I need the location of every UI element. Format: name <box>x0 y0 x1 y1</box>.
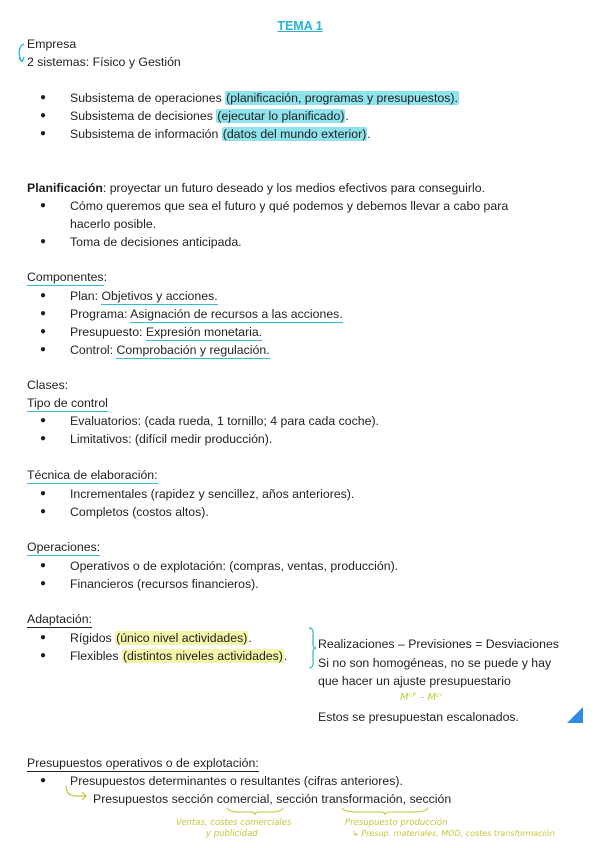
tipo-control-heading: Tipo de control <box>27 396 108 410</box>
tecnica-item: Incrementales (rapidez y sencillez, años anteriores). <box>70 487 355 501</box>
presupuestos-operativos-heading: Presupuestos operativos o de explotación: <box>27 756 259 770</box>
corner-triangle-icon <box>566 706 584 724</box>
operaciones-heading: Operaciones: <box>27 540 101 554</box>
desviaciones-formula: Realizaciones – Previsiones = Desviaciones <box>318 637 559 651</box>
tecnica-heading: Técnica de elaboración: <box>27 468 158 482</box>
note-comercial: Ventas, costes comerciales <box>176 818 292 828</box>
arrow-icon <box>62 784 88 802</box>
tecnica-item: Completos (costos altos). <box>70 505 209 519</box>
ajuste-text-cont: que hacer un ajuste presupuestario <box>318 674 511 688</box>
note-transformacion-cont: ↳ Presup. materiales, MOD, costes transformación <box>352 829 555 838</box>
adaptacion-heading: Adaptación: <box>27 612 92 626</box>
page-title: TEMA 1 <box>277 19 323 33</box>
clases-heading: Clases: <box>27 378 69 392</box>
componente-programa: Programa: Asignación de recursos a las acciones. <box>70 307 343 321</box>
planificacion-item: Cómo queremos que sea el futuro y qué podemos y debemos llevar a cabo para <box>70 199 509 213</box>
ajuste-text: Si no son homogéneas, no se puede y hay <box>318 656 552 670</box>
note-comercial-cont: y publicidad <box>206 829 258 839</box>
subsistema-informacion: Subsistema de información (datos del mundo exterior). <box>70 127 371 141</box>
adaptacion-rigidos: Rígidos (único nivel actividades). <box>70 631 252 645</box>
brace-icon <box>306 626 318 670</box>
tipo-control-item: Evaluatorios: (cada rueda, 1 tornillo; 4 para cada coche). <box>70 414 379 428</box>
operaciones-item: Financieros (recursos financieros). <box>70 577 259 591</box>
componente-plan: Plan: Objetivos y acciones. <box>70 289 218 303</box>
adaptacion-flexibles: Flexibles (distintos niveles actividades). <box>70 649 288 663</box>
sistemas-text: 2 sistemas: Físico y Gestión <box>27 55 181 69</box>
presupuestos-item: Presupuestos determinantes o resultantes (cifras anteriores). <box>70 774 403 788</box>
empresa-label: Empresa <box>27 37 77 51</box>
tipo-control-item: Limitativos: (difícil medir producción). <box>70 432 273 446</box>
presupuestos-secciones: Presupuestos sección comercial, sección transformación, sección <box>93 792 452 806</box>
curved-arrow-icon <box>16 42 26 66</box>
brace-icon <box>225 806 285 816</box>
componentes-heading: Componentes: <box>27 270 107 284</box>
escalonados-text: Estos se presupuestan escalonados. <box>318 710 519 724</box>
componente-control: Control: Comprobación y regulación. <box>70 343 270 357</box>
brace-icon <box>340 806 430 816</box>
subsistema-operaciones: Subsistema de operaciones (planificación, programas y presupuestos). <box>70 91 458 105</box>
subsistema-decisiones: Subsistema de decisiones (ejecutar lo planificado). <box>70 109 349 123</box>
planificacion-item-cont: hacerlo posible. <box>70 217 157 231</box>
note-transformacion: Presupuesto producción <box>345 818 448 828</box>
componente-presupuesto: Presupuesto: Expresión monetaria. <box>70 325 263 339</box>
handwritten-formula: Mᶜᴾ – Mᶜʳ <box>400 692 443 703</box>
planificacion-item: Toma de decisiones anticipada. <box>70 235 242 249</box>
planificacion-definition: Planificación: proyectar un futuro deseado y los medios efectivos para conseguirlo. <box>27 181 485 195</box>
operaciones-item: Operativos o de explotación: (compras, ventas, producción). <box>70 559 399 573</box>
